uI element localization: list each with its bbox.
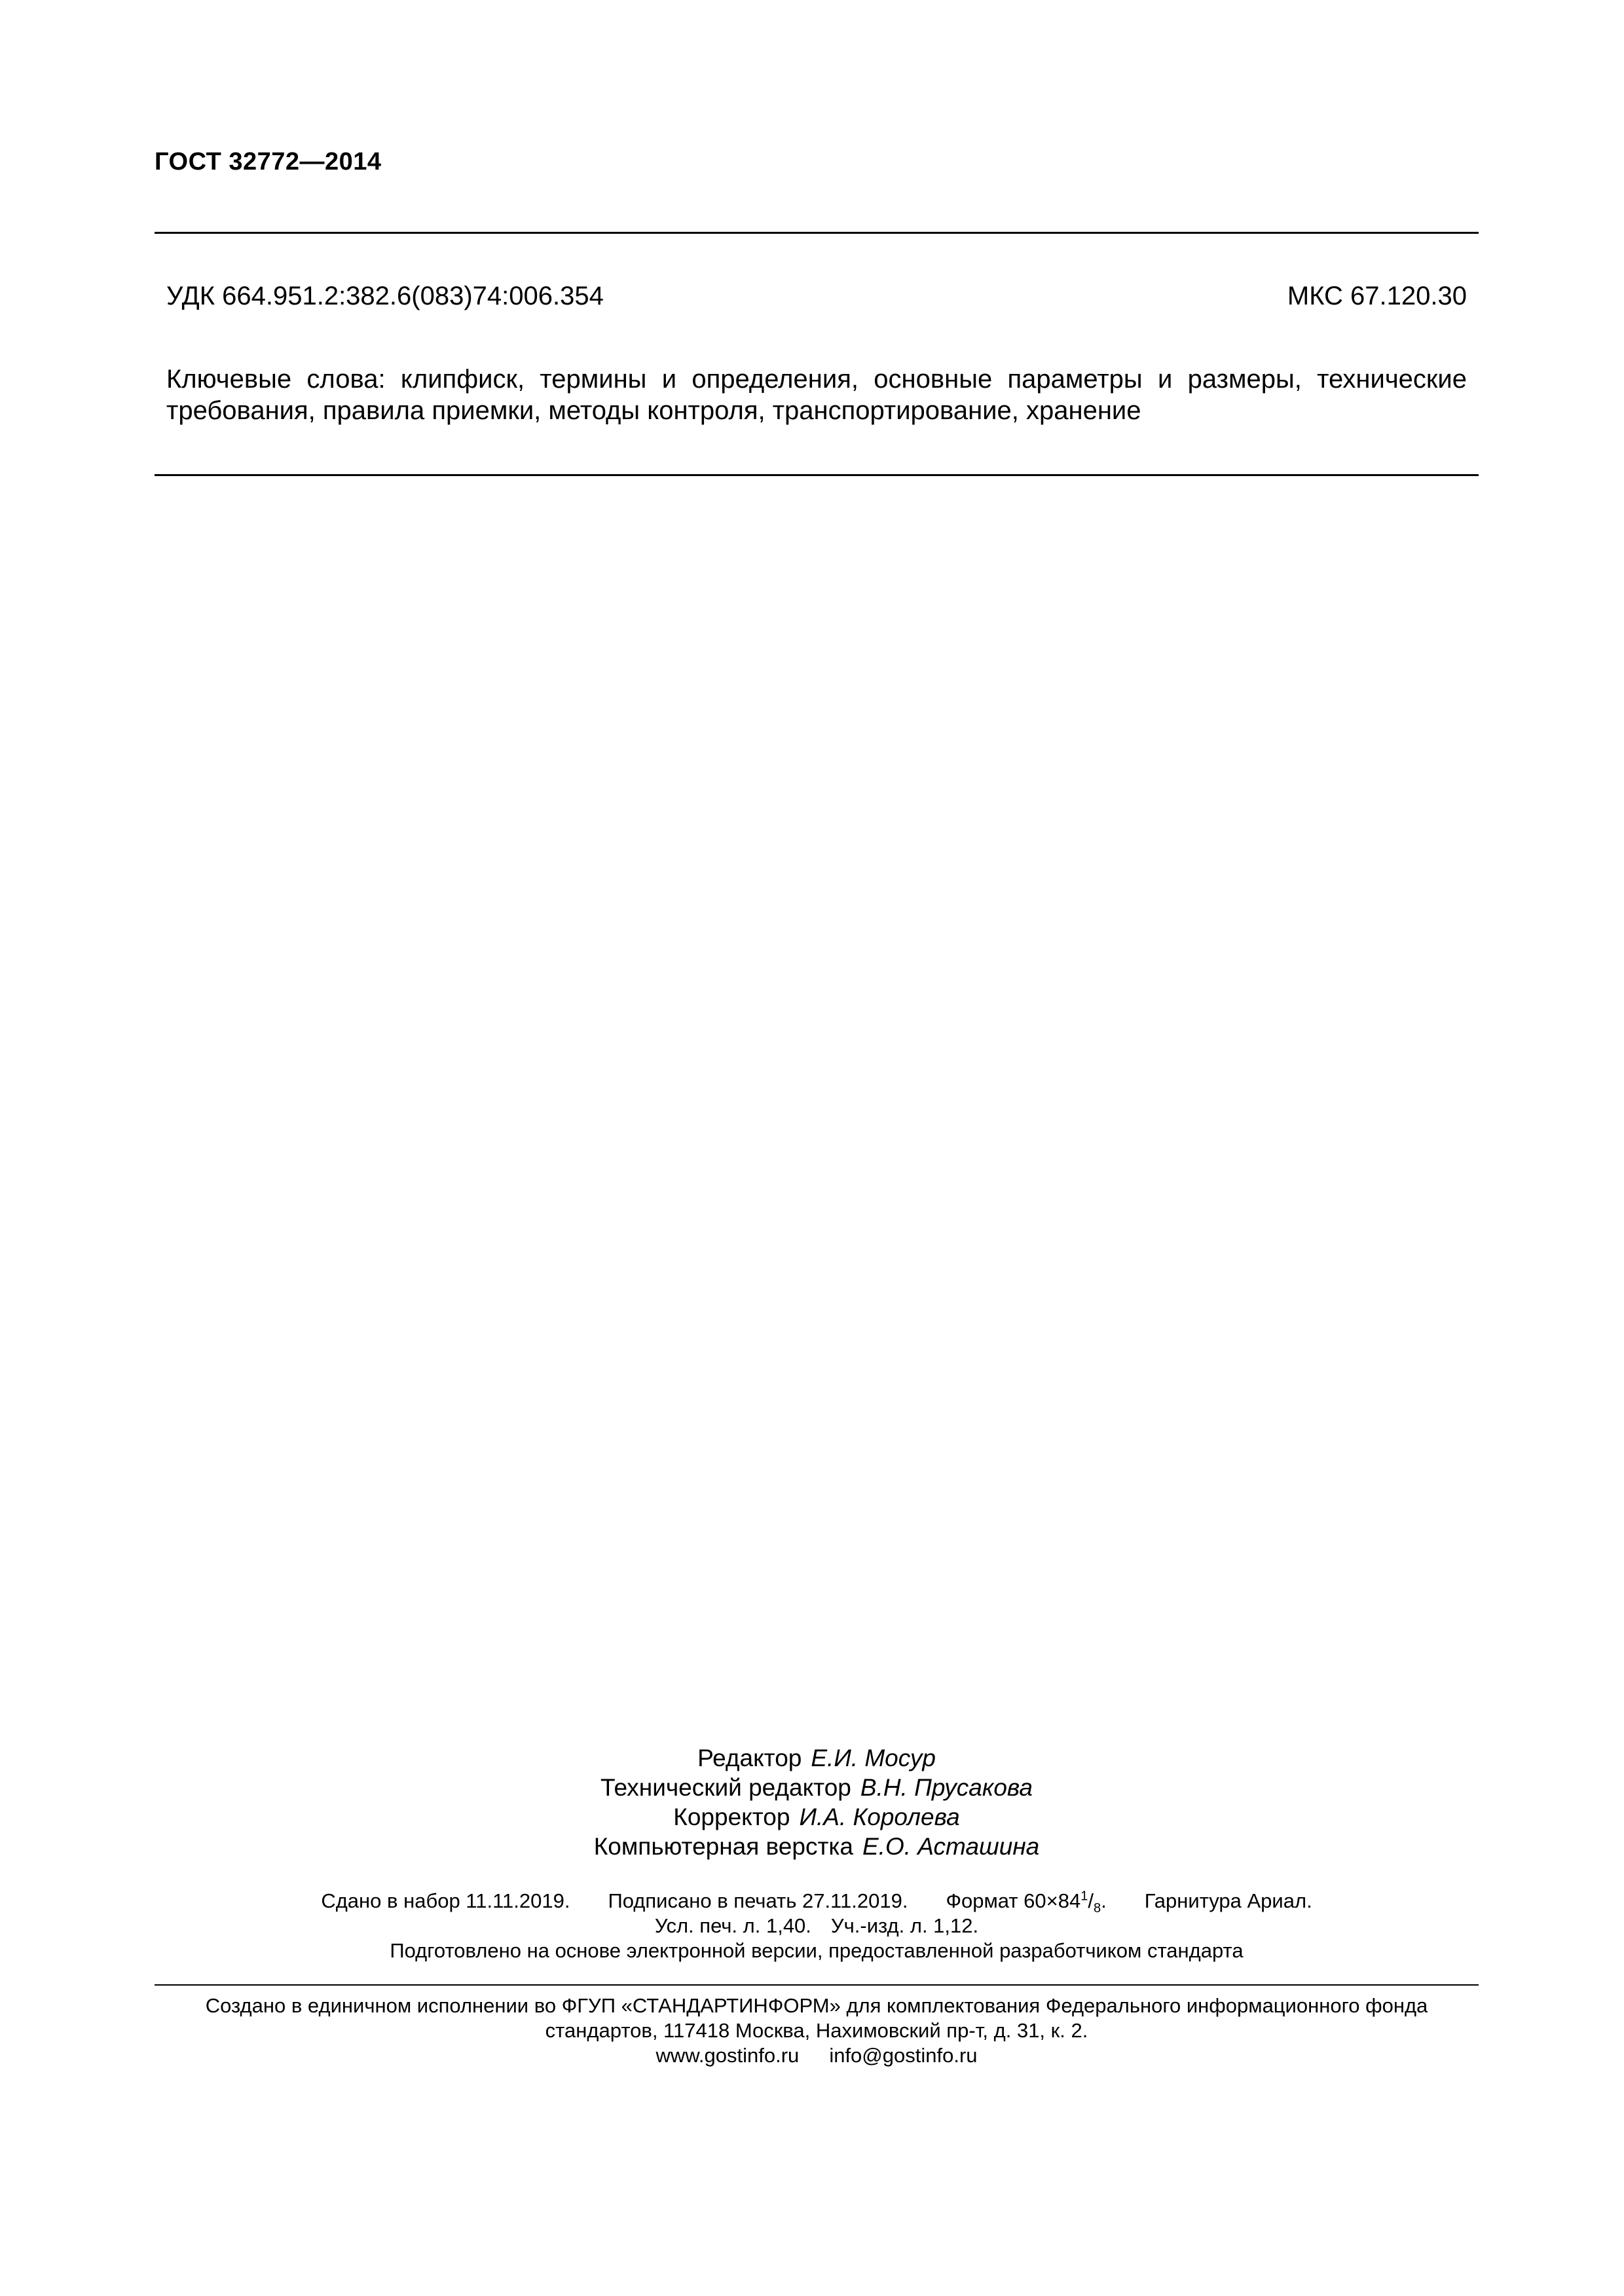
print-info-block	[155, 1889, 1479, 1963]
top-divider	[155, 232, 1479, 234]
print-info-line-1	[155, 1889, 1479, 1914]
credit-line	[155, 1802, 1479, 1832]
email-link[interactable]: info@gostinfo.ru	[829, 2044, 978, 2067]
credit-role: Компьютерная верстка	[593, 1833, 853, 1860]
typeface: Гарнитура Ариал.	[1144, 1889, 1312, 1912]
credit-role: Технический редактор	[600, 1774, 851, 1801]
contacts-line	[155, 2043, 1479, 2068]
footer-divider	[155, 1984, 1479, 1986]
credit-line	[155, 1832, 1479, 1861]
keywords-divider	[155, 474, 1479, 476]
paper-format	[946, 1889, 1107, 1916]
website-link[interactable]: www.gostinfo.ru	[655, 2044, 800, 2067]
created-line-2: стандартов, 117418 Москва, Нахимовский пр-т, д. 31, к. 2.	[545, 2019, 1088, 2042]
signed-date: Подписано в печать 27.11.2019.	[608, 1889, 908, 1912]
prepared-note: Подготовлено на основе электронной версии, предоставленной разработчиком стандарта	[390, 1939, 1244, 1962]
credit-line	[155, 1743, 1479, 1773]
format-sub: 8	[1094, 1901, 1101, 1916]
credit-name: И.А. Королева	[799, 1804, 960, 1830]
publication-sheets: Уч.-изд. л. 1,12.	[830, 1914, 979, 1937]
created-block	[155, 1993, 1479, 2068]
print-sheets: Усл. печ. л. 1,40.	[654, 1914, 811, 1937]
credit-role: Редактор	[697, 1745, 802, 1771]
credit-line	[155, 1773, 1479, 1802]
udk-code: УДК 664.951.2:382.6(083)74:006.354	[166, 282, 604, 310]
mks-code: МКС 67.120.30	[1287, 282, 1467, 310]
credits-block	[155, 1743, 1479, 1861]
format-slash: /	[1088, 1889, 1094, 1912]
credit-role: Корректор	[673, 1804, 790, 1830]
created-line-1: Создано в единичном исполнении во ФГУП «СТАНДАРТИНФОРМ» для комплектования Федерального информационного фонда	[205, 1994, 1428, 2017]
credit-name: Е.И. Мосур	[811, 1745, 936, 1771]
document-code: ГОСТ 32772—2014	[155, 148, 382, 176]
submitted-date: Сдано в набор 11.11.2019.	[321, 1889, 570, 1912]
print-info-line-2	[155, 1914, 1479, 1938]
format-prefix: Формат 60×84	[946, 1889, 1081, 1912]
credit-name: В.Н. Прусакова	[860, 1774, 1033, 1801]
keywords-text: Ключевые слова: клипфиск, термины и определения, основные параметры и размеры, технические требования, правила приемки, методы контроля, транспортирование, хранение	[166, 365, 1467, 425]
format-end: .	[1101, 1889, 1107, 1912]
format-sup: 1	[1080, 1889, 1088, 1904]
credit-name: Е.О. Асташина	[862, 1833, 1040, 1860]
